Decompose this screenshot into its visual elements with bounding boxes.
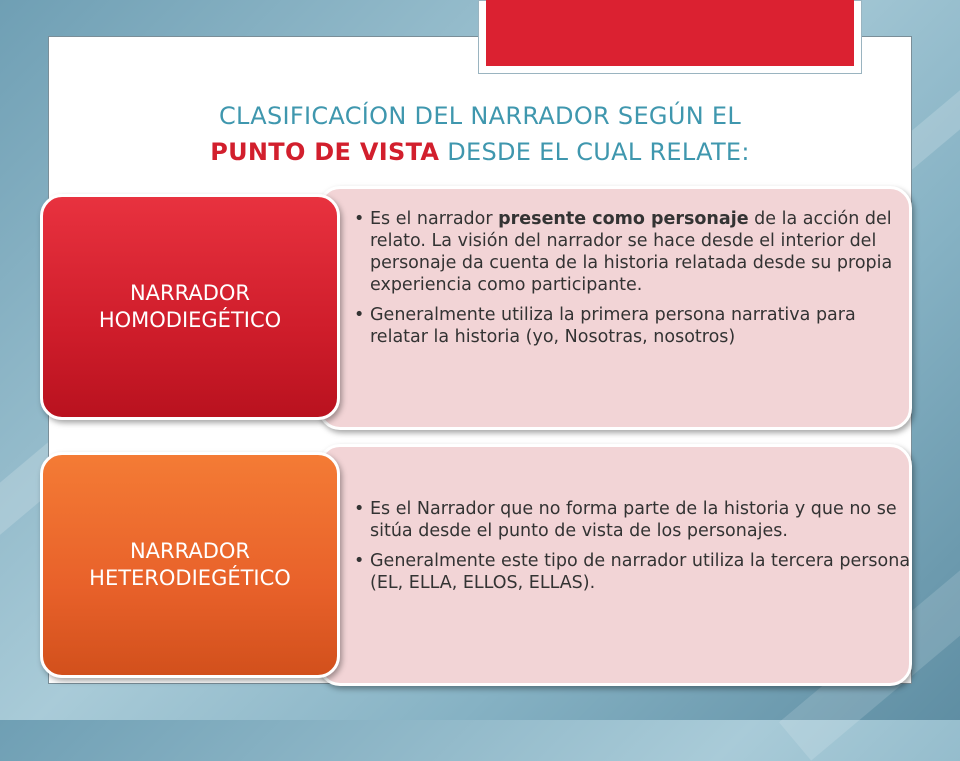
heterodiegetico-bullets bbox=[354, 498, 916, 602]
homodiegetico-label bbox=[40, 194, 340, 420]
bullet-text: Es el narrador bbox=[370, 209, 499, 229]
title-line-2 bbox=[100, 134, 860, 170]
title-line-1: CLASIFICACÍON DEL NARRADOR SEGÚN EL bbox=[218, 102, 742, 130]
heterodiegetico-label bbox=[40, 452, 340, 678]
homodiegetico-label-line-1: NARRADOR bbox=[129, 281, 251, 305]
heterodiegetico-label-line-1: NARRADOR bbox=[129, 539, 251, 563]
heterodiegetico-bullet-1 bbox=[370, 498, 916, 542]
title-highlight: PUNTO DE VISTA bbox=[210, 138, 440, 166]
heterodiegetico-bullet-2 bbox=[370, 550, 916, 594]
homodiegetico-bullet-2 bbox=[370, 304, 916, 348]
bullet-text: Generalmente utiliza la primera persona narrativa para relatar la historia (yo, Nosotras, nosotros) bbox=[370, 305, 856, 347]
bullet-text: Es el Narrador que no forma parte de la historia y que no se sitúa desde el punto de vista de los personajes. bbox=[370, 499, 897, 541]
homodiegetico-bullets bbox=[354, 208, 916, 356]
homodiegetico-label-line-2: HOMODIEGÉTICO bbox=[98, 308, 282, 332]
bullet-text: de la acción del relato. La visión del narrador se hace desde el interior del personaje da cuenta de la historia relatada desde su propia experiencia como participante. bbox=[370, 209, 893, 295]
homodiegetico-bullet-1 bbox=[370, 208, 916, 296]
heterodiegetico-label-line-2: HETERODIEGÉTICO bbox=[89, 566, 291, 590]
top-accent-block bbox=[486, 0, 854, 66]
slide-title bbox=[100, 98, 860, 170]
title-line-2-rest: DESDE EL CUAL RELATE: bbox=[439, 138, 750, 166]
bullet-text: Generalmente este tipo de narrador utiliza la tercera persona (EL, ELLA, ELLOS, ELLAS). bbox=[370, 551, 911, 593]
bullet-bold-text: presente como personaje bbox=[498, 209, 749, 229]
